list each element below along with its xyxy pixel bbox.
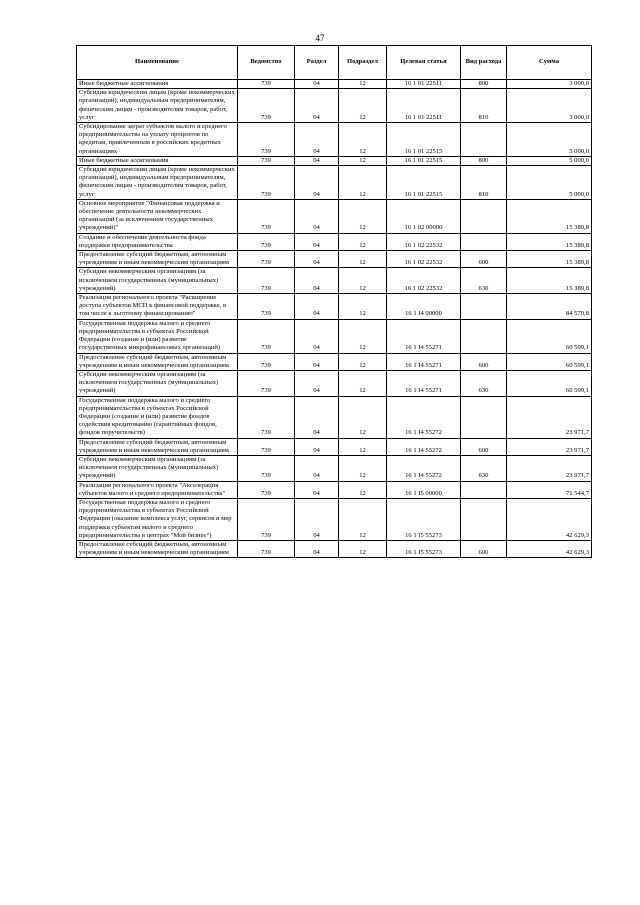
cell-department: 739 [238, 233, 295, 250]
cell-expense-type: 810 [461, 166, 507, 200]
cell-sum: 42 629,3 [507, 498, 592, 540]
cell-target-article: 16 1 02 22532 [387, 233, 461, 250]
cell-subsection: 12 [339, 370, 387, 396]
cell-section: 04 [295, 319, 339, 353]
cell-sum: 60 599,1 [507, 319, 592, 353]
cell-name: Субсидии некоммерческим организациям (за исключением государственных (муниципальных) учреждений) [77, 268, 238, 294]
cell-expense-type: 630 [461, 370, 507, 396]
cell-target-article: 16 1 I4 55272 [387, 455, 461, 481]
cell-sum: 5 000,0 [507, 156, 592, 165]
table-row [77, 438, 592, 455]
cell-subsection: 12 [339, 396, 387, 438]
cell-target-article: 16 1 01 22515 [387, 166, 461, 200]
cell-section: 04 [295, 156, 339, 165]
cell-department: 739 [238, 438, 295, 455]
cell-department: 739 [238, 455, 295, 481]
cell-sum: 15 389,8 [507, 199, 592, 233]
cell-section: 04 [295, 233, 339, 250]
table-row [77, 123, 592, 157]
cell-section: 04 [295, 268, 339, 294]
cell-sum: 3 000,0 [507, 80, 592, 89]
cell-department: 739 [238, 123, 295, 157]
cell-target-article: 16 1 I5 55273 [387, 498, 461, 540]
cell-subsection: 12 [339, 455, 387, 481]
cell-subsection: 12 [339, 268, 387, 294]
cell-target-article: 16 1 02 22532 [387, 268, 461, 294]
cell-name: Иные бюджетные ассигнования [77, 156, 238, 165]
table-row [77, 166, 592, 200]
table-row [77, 498, 592, 540]
table-row [77, 89, 592, 123]
cell-department: 739 [238, 89, 295, 123]
cell-name: Субсидии юридическим лицам (кроме некоммерческих организаций), индивидуальным предпринимателям, физическим лицам - производителям товаров, работ, услуг [77, 89, 238, 123]
cell-name: Субсидии некоммерческим организациям (за исключением государственных (муниципальных) учреждений) [77, 370, 238, 396]
header-subsection: Подраздел [339, 46, 387, 80]
cell-department: 739 [238, 268, 295, 294]
cell-subsection: 12 [339, 80, 387, 89]
cell-sum: 15 389,8 [507, 251, 592, 268]
cell-sum: 84 570,8 [507, 294, 592, 320]
table-body [77, 80, 592, 558]
cell-target-article: 16 1 I5 00000 [387, 481, 461, 498]
header-department: Ведомство [238, 46, 295, 80]
cell-section: 04 [295, 481, 339, 498]
cell-subsection: 12 [339, 353, 387, 370]
cell-expense-type [461, 319, 507, 353]
cell-name: Предоставление субсидий бюджетным, автономным учреждениям и иным некоммерческим организациям [77, 540, 238, 557]
cell-department: 739 [238, 199, 295, 233]
cell-sum: 60 599,1 [507, 370, 592, 396]
cell-name: Предоставление субсидий бюджетным, автономным учреждениям и иным некоммерческим организациям [77, 251, 238, 268]
cell-subsection: 12 [339, 319, 387, 353]
cell-department: 739 [238, 353, 295, 370]
header-target-article: Целевая статья [387, 46, 461, 80]
cell-sum: 23 971,7 [507, 438, 592, 455]
cell-section: 04 [295, 89, 339, 123]
cell-department: 739 [238, 251, 295, 268]
cell-name: Субсидии некоммерческим организациям (за исключением государственных (муниципальных) учреждений) [77, 455, 238, 481]
cell-target-article: 16 1 I4 55271 [387, 370, 461, 396]
cell-name: Государственная поддержка малого и среднего предпринимательства в субъектах Российской Федерации (оказание комплекса услуг, сервисов и мер поддержки субъектам малого и среднего предпринимательства в центрах "Мой бизнес") [77, 498, 238, 540]
table-row [77, 199, 592, 233]
cell-expense-type: 630 [461, 455, 507, 481]
cell-subsection: 12 [339, 540, 387, 557]
cell-subsection: 12 [339, 251, 387, 268]
cell-sum: 71 544,7 [507, 481, 592, 498]
cell-expense-type: 630 [461, 268, 507, 294]
cell-expense-type [461, 199, 507, 233]
cell-target-article: 16 1 I4 00000 [387, 294, 461, 320]
cell-section: 04 [295, 438, 339, 455]
cell-subsection: 12 [339, 233, 387, 250]
budget-table [76, 45, 592, 558]
cell-expense-type [461, 294, 507, 320]
table-row [77, 540, 592, 557]
cell-expense-type: 600 [461, 251, 507, 268]
cell-sum: 60 599,1 [507, 353, 592, 370]
cell-department: 739 [238, 166, 295, 200]
cell-expense-type: 800 [461, 80, 507, 89]
cell-subsection: 12 [339, 123, 387, 157]
cell-sum: 23 971,7 [507, 396, 592, 438]
cell-sum: 5 000,0 [507, 166, 592, 200]
cell-name: Предоставление субсидий бюджетным, автономным учреждениям и иным некоммерческим организациям [77, 353, 238, 370]
cell-department: 739 [238, 498, 295, 540]
cell-target-article: 16 1 I5 55273 [387, 540, 461, 557]
table-row [77, 370, 592, 396]
header-sum: Сумма [507, 46, 592, 80]
cell-target-article: 16 1 I4 55271 [387, 319, 461, 353]
cell-section: 04 [295, 80, 339, 89]
cell-name: Государственная поддержка малого и среднего предпринимательства в субъектах Российской Федерации (создание и (или) развитие государственных микрофинансовых организаций) [77, 319, 238, 353]
cell-sum: 23 971,7 [507, 455, 592, 481]
cell-target-article: 16 1 02 00000 [387, 199, 461, 233]
cell-target-article: 16 1 I4 55272 [387, 438, 461, 455]
cell-department: 739 [238, 156, 295, 165]
cell-expense-type [461, 233, 507, 250]
cell-subsection: 12 [339, 199, 387, 233]
cell-name: Реализация регионального проекта "Расширение доступа субъектов МСП к финансовой поддержке, в том числе к льготному финансированию" [77, 294, 238, 320]
cell-expense-type: 600 [461, 353, 507, 370]
cell-name: Субсидии юридическим лицам (кроме некоммерческих организаций), индивидуальным предпринимателям, физическим лицам - производителям товаров, работ, услуг [77, 166, 238, 200]
table-header-row [77, 46, 592, 80]
cell-section: 04 [295, 251, 339, 268]
cell-name: Предоставление субсидий бюджетным, автономным учреждениям и иным некоммерческим организациям [77, 438, 238, 455]
cell-expense-type [461, 498, 507, 540]
cell-target-article: 16 1 01 22511 [387, 80, 461, 89]
cell-section: 04 [295, 540, 339, 557]
cell-section: 04 [295, 455, 339, 481]
cell-section: 04 [295, 199, 339, 233]
cell-subsection: 12 [339, 156, 387, 165]
cell-sum: 15 389,8 [507, 233, 592, 250]
cell-sum: 5 000,0 [507, 123, 592, 157]
cell-department: 739 [238, 396, 295, 438]
cell-name: Создание и обеспечение деятельности фонда поддержки предпринимательства [77, 233, 238, 250]
cell-subsection: 12 [339, 438, 387, 455]
cell-expense-type: 810 [461, 89, 507, 123]
cell-target-article: 16 1 01 22515 [387, 156, 461, 165]
cell-section: 04 [295, 353, 339, 370]
cell-name: Государственная поддержка малого и среднего предпринимательства в субъектах Российской Федерации (создание и (или) развитие фондов содействия кредитованию (гарантийных фондов, фондов поручительств) [77, 396, 238, 438]
cell-expense-type: 800 [461, 156, 507, 165]
cell-department: 739 [238, 481, 295, 498]
cell-expense-type: 600 [461, 540, 507, 557]
header-name: Наименование [77, 46, 238, 80]
table-row [77, 268, 592, 294]
cell-department: 739 [238, 370, 295, 396]
cell-subsection: 12 [339, 294, 387, 320]
table-row [77, 233, 592, 250]
cell-subsection: 12 [339, 89, 387, 123]
cell-target-article: 16 1 I4 55271 [387, 353, 461, 370]
cell-section: 04 [295, 294, 339, 320]
table-row [77, 481, 592, 498]
cell-sum: 15 389,8 [507, 268, 592, 294]
header-section: Раздел [295, 46, 339, 80]
cell-section: 04 [295, 370, 339, 396]
cell-target-article: 16 1 01 22515 [387, 123, 461, 157]
cell-subsection: 12 [339, 166, 387, 200]
cell-expense-type [461, 123, 507, 157]
cell-expense-type: 600 [461, 438, 507, 455]
cell-department: 739 [238, 80, 295, 89]
cell-expense-type [461, 396, 507, 438]
cell-name: Реализация регионального проекта "Акселерация субъектов малого и среднего предпринимательства" [77, 481, 238, 498]
cell-subsection: 12 [339, 481, 387, 498]
table-row [77, 80, 592, 89]
cell-expense-type [461, 481, 507, 498]
cell-target-article: 16 1 I4 55272 [387, 396, 461, 438]
table-row [77, 294, 592, 320]
page-number: 47 [315, 33, 325, 43]
cell-name: Иные бюджетные ассигнования [77, 80, 238, 89]
table-row [77, 319, 592, 353]
cell-section: 04 [295, 498, 339, 540]
cell-department: 739 [238, 294, 295, 320]
cell-subsection: 12 [339, 498, 387, 540]
table-row [77, 353, 592, 370]
table-row [77, 396, 592, 438]
cell-department: 739 [238, 540, 295, 557]
table-row [77, 455, 592, 481]
table-row [77, 251, 592, 268]
table-row [77, 156, 592, 165]
cell-section: 04 [295, 166, 339, 200]
cell-name: Основное мероприятие "Финансовая поддержка и обеспечение деятельности некоммерческих организаций (за исключением государственных учреждений)" [77, 199, 238, 233]
cell-sum: 42 629,3 [507, 540, 592, 557]
header-expense-type: Вид расхода [461, 46, 507, 80]
cell-target-article: 16 1 01 22511 [387, 89, 461, 123]
cell-section: 04 [295, 123, 339, 157]
cell-target-article: 16 1 02 22532 [387, 251, 461, 268]
cell-department: 739 [238, 319, 295, 353]
cell-name: Субсидирование затрат субъектов малого и среднего предпринимательства на уплату процентов по кредитам, привлеченным в российских кредитных организациях [77, 123, 238, 157]
cell-sum: 3 000,0 [507, 89, 592, 123]
cell-section: 04 [295, 396, 339, 438]
